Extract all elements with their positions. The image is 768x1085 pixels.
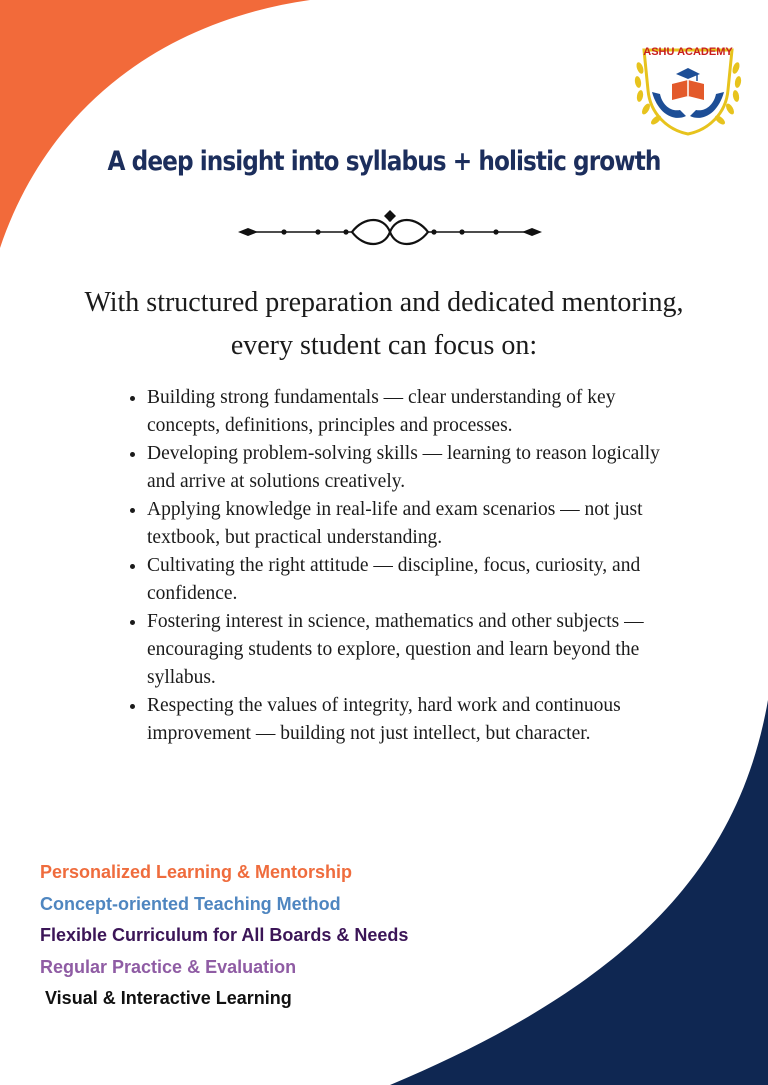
bullet-item: • Developing problem-solving skills — learning to reason logically and arrive at solutions creatively. [147,440,667,496]
intro-paragraph: With structured preparation and dedicated mentoring, every student can focus on: [84,287,684,361]
feature-regular-practice: Regular Practice & Evaluation [40,956,297,977]
feature-visual-learning: Visual & Interactive Learning [45,988,292,1008]
page-headline: A deep insight into syllabus + holistic growth [107,146,661,177]
bullet-item: • Applying knowledge in real-life and exam scenarios — not just textbook, but practical understanding. [147,496,667,552]
feature-concept-teaching: Concept-oriented Teaching Method [40,893,341,914]
bullet-item: • Respecting the values of integrity, hard work and continuous improvement — building not just intellect, but character. [147,692,667,748]
ornamental-divider [234,210,546,250]
logo-text: ASHU ACADEMY [643,46,733,58]
bullet-item: • Fostering interest in science, mathematics and other subjects — encouraging students to explore, question and learn beyond the syllabus. [147,608,667,692]
bullet-item: • Building strong fundamentals — clear understanding of key concepts, definitions, principles and processes. [147,384,667,440]
academy-logo [630,34,746,138]
bullet-item: • Cultivating the right attitude — discipline, focus, curiosity, and confidence. [147,552,667,608]
focus-bullet-list [130,384,667,748]
feature-list [40,858,408,1016]
feature-personalized-learning: Personalized Learning & Mentorship [40,862,353,882]
navy-corner-shape [390,700,768,1085]
feature-flexible-curriculum: Flexible Curriculum for All Boards & Needs [40,925,409,945]
